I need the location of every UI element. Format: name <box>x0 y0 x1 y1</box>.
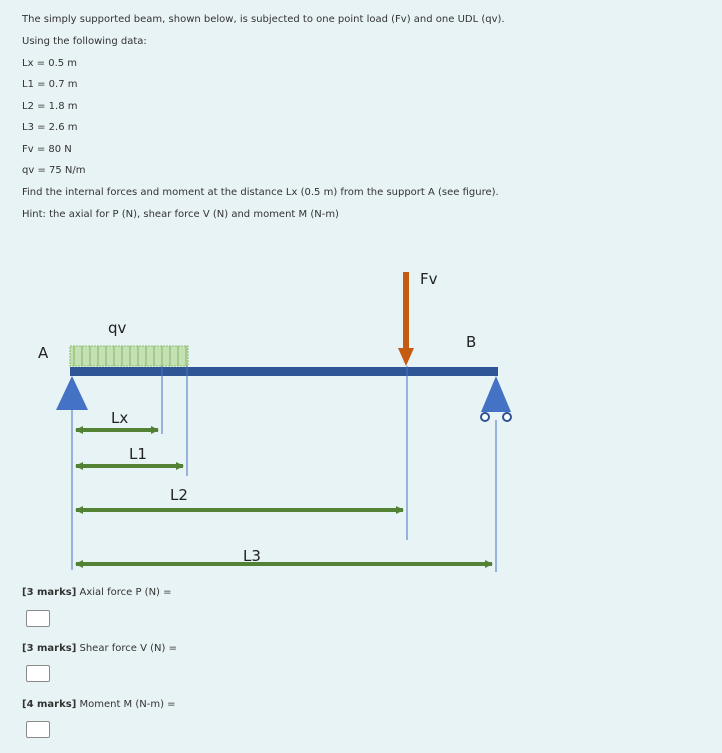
label-l1: L1 <box>129 445 147 463</box>
label-l3: L3 <box>243 547 261 565</box>
axial-force-input[interactable] <box>26 610 50 627</box>
support-b-roller <box>481 376 511 421</box>
question-axial <box>22 587 172 598</box>
find-text: Find the internal forces and moment at the distance Lx (0.5 m) from the support A (see figure). <box>22 187 499 198</box>
extension-lines <box>72 366 496 572</box>
question-axial-text: Axial force P (N) = <box>79 587 172 598</box>
data-qv: qv = 75 N/m <box>22 165 86 176</box>
question-moment-marks: [4 marks] <box>22 699 77 710</box>
question-shear <box>22 643 177 654</box>
data-lx: Lx = 0.5 m <box>22 58 78 69</box>
question-moment-text: Moment M (N-m) = <box>79 699 176 710</box>
question-axial-marks: [3 marks] <box>22 587 77 598</box>
moment-input[interactable] <box>26 721 50 738</box>
point-load-arrow <box>398 272 414 366</box>
label-qv: qv <box>108 319 127 337</box>
question-shear-text: Shear force V (N) = <box>79 643 177 654</box>
label-l2: L2 <box>170 486 188 504</box>
data-fv: Fv = 80 N <box>22 144 72 155</box>
support-a-pin <box>56 376 88 410</box>
label-lx: Lx <box>111 409 129 427</box>
hint-text: Hint: the axial for P (N), shear force V (N) and moment M (N-m) <box>22 209 339 220</box>
question-moment <box>22 699 176 710</box>
data-l1: L1 = 0.7 m <box>22 79 78 90</box>
shear-force-input[interactable] <box>26 665 50 682</box>
data-l2: L2 = 1.8 m <box>22 101 78 112</box>
label-b: B <box>466 333 477 351</box>
intro-text: The simply supported beam, shown below, is subjected to one point load (Fv) and one UDL (qv). <box>22 14 505 25</box>
using-text: Using the following data: <box>22 36 147 47</box>
label-a: A <box>38 344 49 362</box>
udl-load <box>70 346 188 366</box>
beam <box>70 367 498 376</box>
question-shear-marks: [3 marks] <box>22 643 77 654</box>
label-fv: Fv <box>420 270 438 288</box>
data-l3: L3 = 2.6 m <box>22 122 78 133</box>
